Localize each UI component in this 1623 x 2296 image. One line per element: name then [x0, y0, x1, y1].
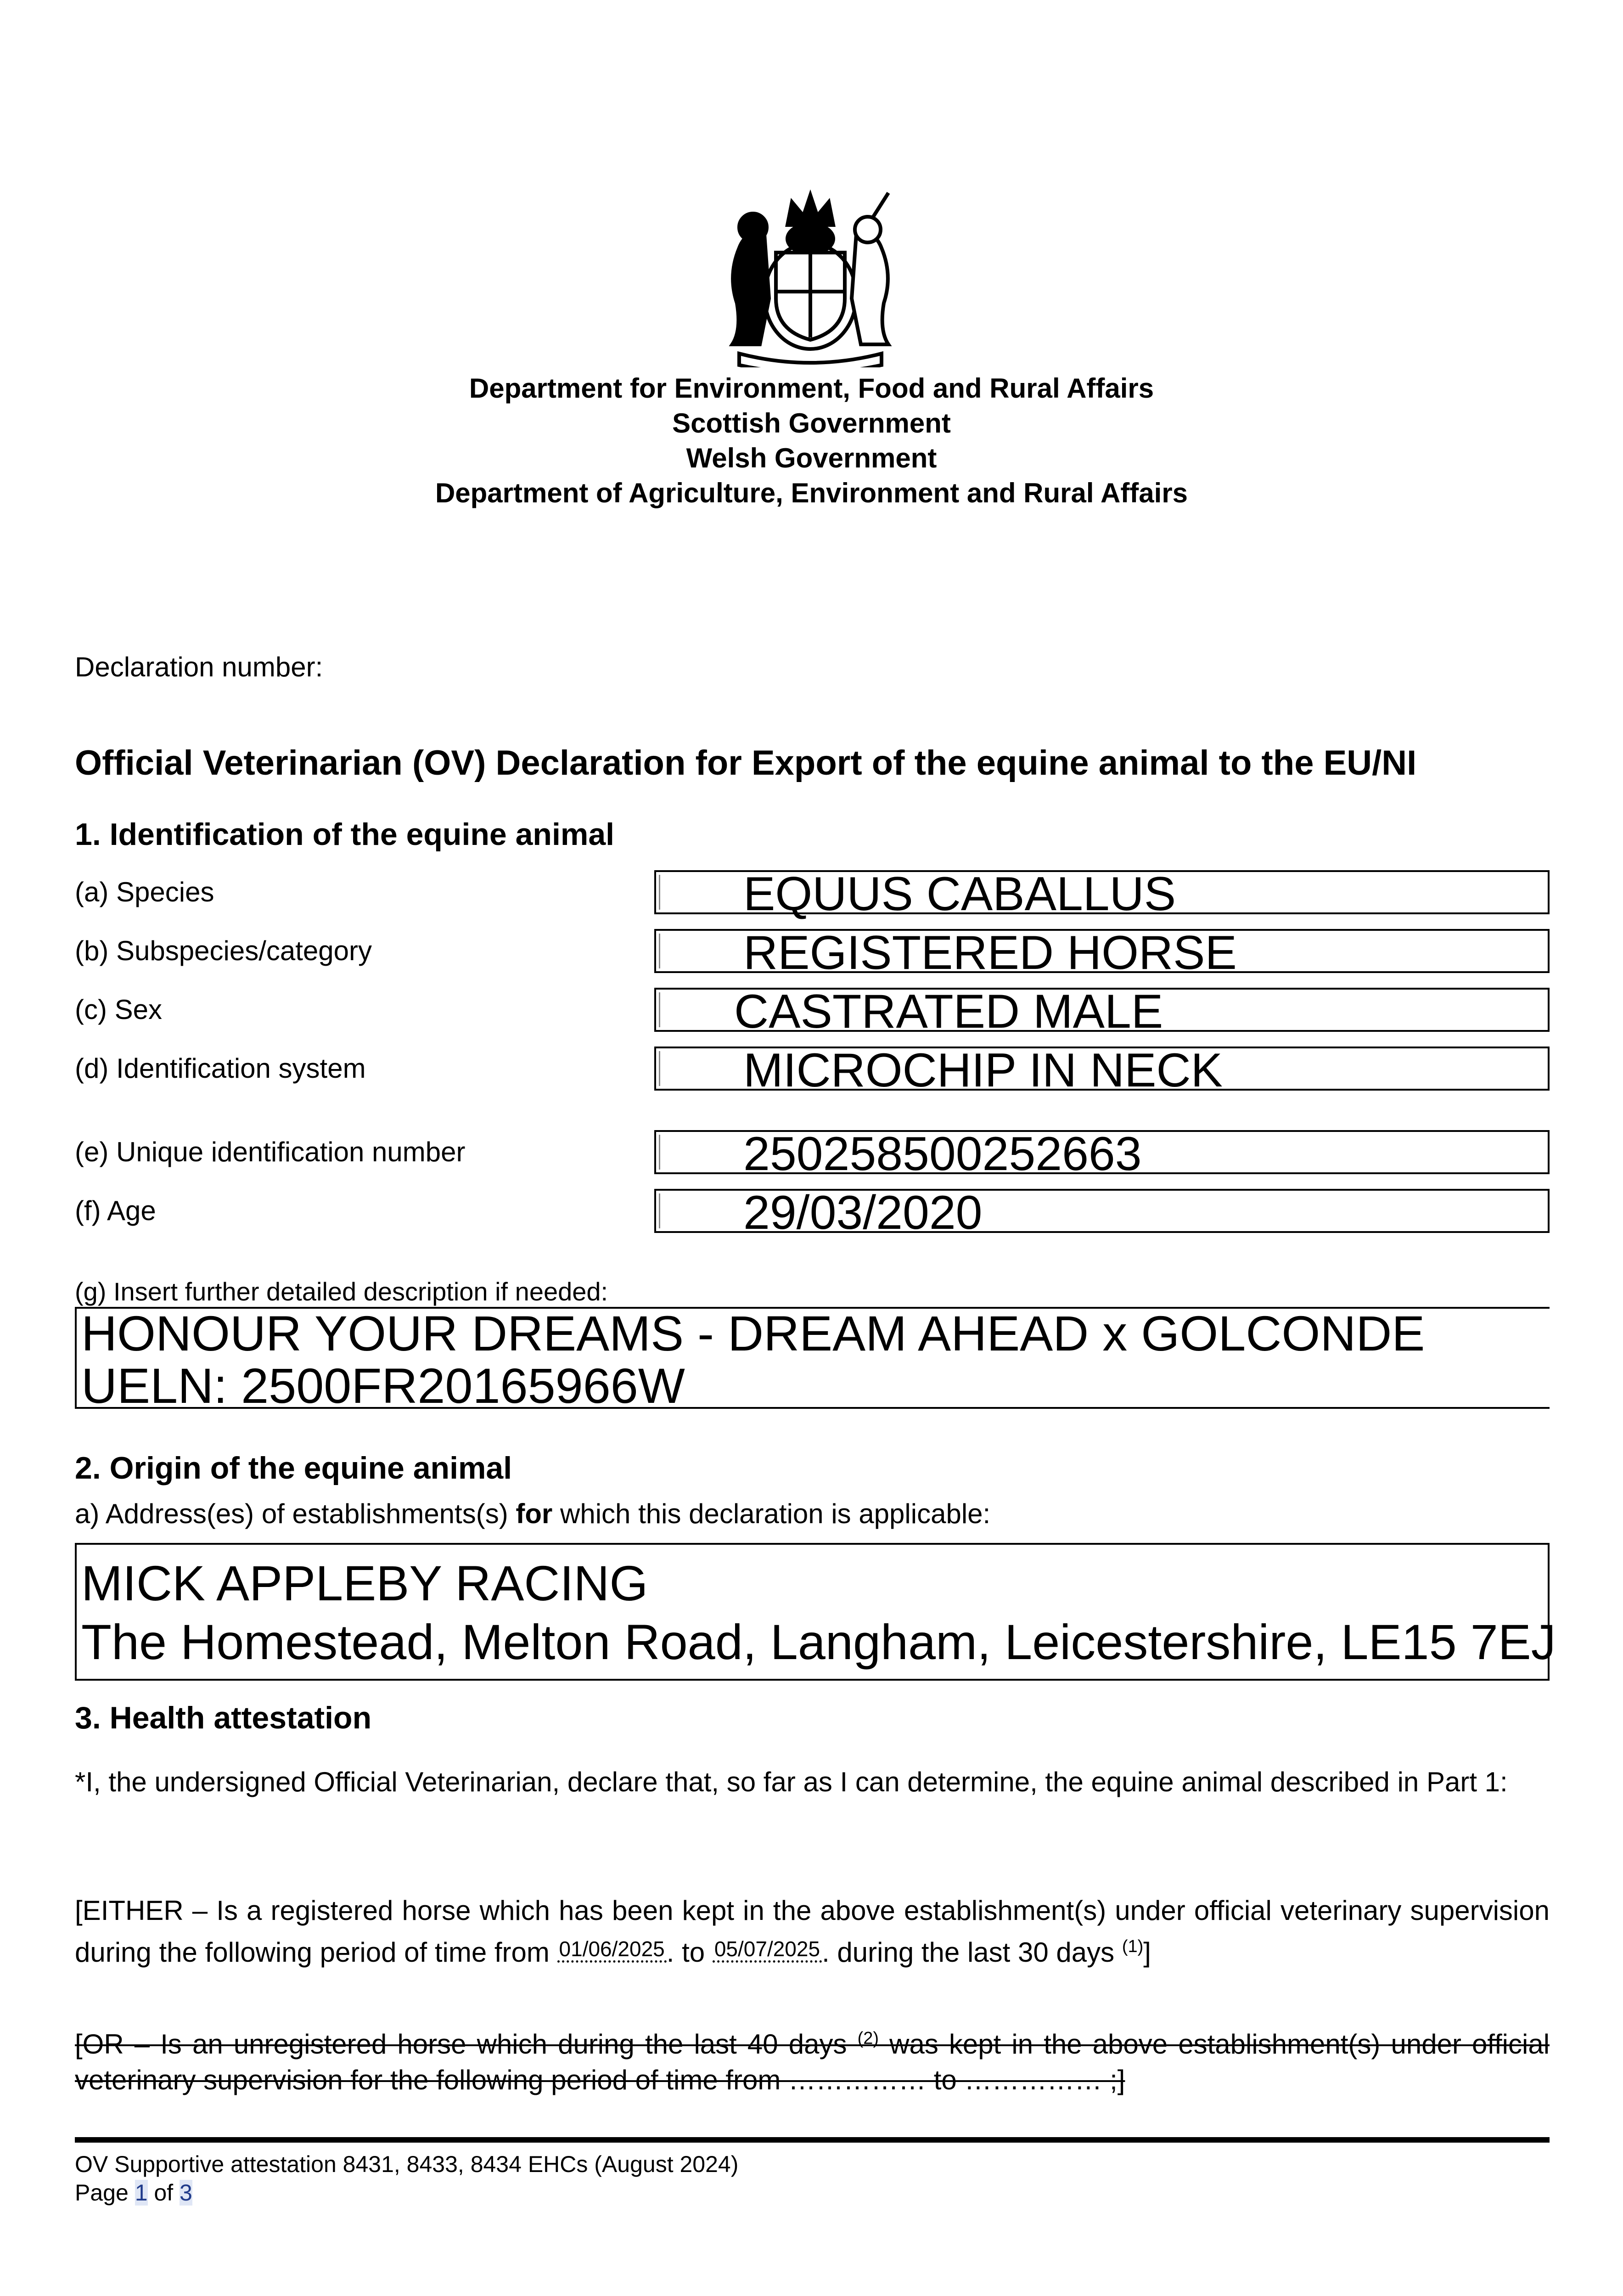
field-value: REGISTERED HORSE [743, 926, 1237, 979]
description-line: UELN: 2500FR20165966W [81, 1358, 685, 1413]
department-name: Department for Environment, Food and Rural Affairs [469, 373, 1154, 404]
department-name: Welsh Government [686, 443, 937, 473]
total-pages-link[interactable]: 3 [180, 2180, 192, 2206]
either-clause: [EITHER – Is a registered horse which has been kept in the above establishment(s) under official veterinary supervision during the following period of time from 01/06/2025. to 05/07/2025. during the last 30 days $^{(1)}$] [75, 1895, 1550, 1968]
unique-id-field[interactable] [654, 1127, 1550, 1181]
department-name: Scottish Government [672, 408, 951, 439]
establishment-address-field[interactable] [75, 1543, 1556, 1681]
or-clause-struck: [OR – Is an unregistered horse which during the last 40 days $^{(2)}$ was kept in the above establishment(s) under official veterinary supervision for the following period of time from …………… to …………… ;] [75, 2029, 1550, 2095]
establishment-address: The Homestead, Melton Road, Langham, Leicestershire, LE15 7EJ [81, 1614, 1556, 1670]
identification-system-field[interactable] [654, 1044, 1550, 1097]
field-value: EQUUS CABALLUS [743, 867, 1176, 921]
age-field[interactable] [654, 1186, 1550, 1239]
field-value: MICROCHIP IN NECK [743, 1044, 1223, 1097]
royal-coat-of-arms-logo [696, 184, 925, 367]
footer-reference: OV Supportive attestation 8431, 8433, 8434 EHCs (August 2024) [75, 2151, 739, 2177]
footer-rule [75, 2137, 1550, 2143]
section-heading: 2. Origin of the equine animal [75, 1451, 512, 1486]
field-label: (a) Species [75, 877, 214, 907]
current-page-link[interactable]: 1 [135, 2180, 148, 2206]
field-value: 29/03/2020 [743, 1186, 983, 1239]
department-name: Department of Agriculture, Environment and Rural Affairs [435, 478, 1188, 508]
declaration-number-label: Declaration number: [75, 652, 323, 682]
section-heading: 1. Identification of the equine animal [75, 817, 615, 852]
description-line: HONOUR YOUR DREAMS - DREAM AHEAD x GOLCONDE [81, 1306, 1425, 1361]
from-date-field[interactable]: 01/06/2025 [557, 1937, 667, 1963]
establishment-name: MICK APPLEBY RACING [81, 1555, 648, 1611]
field-label: (b) Subspecies/category [75, 935, 372, 966]
section-intro: a) Address(es) of establishments(s) for which this declaration is applicable: [75, 1498, 991, 1529]
field-label: (e) Unique identification number [75, 1137, 466, 1167]
description-field[interactable] [75, 1306, 1550, 1413]
field-value: CASTRATED MALE [734, 985, 1163, 1038]
attestation-intro: *I, the undersigned Official Veterinarian, declare that, so far as I can determine, the equine animal described in Part 1: [75, 1767, 1508, 1797]
field-value: 250258500252663 [743, 1127, 1142, 1181]
subspecies-field[interactable] [654, 926, 1550, 979]
sex-field[interactable] [654, 985, 1550, 1038]
section-heading: 3. Health attestation [75, 1700, 372, 1735]
page-number: Page 1 of 3 [75, 2180, 192, 2206]
to-date-field[interactable]: 05/07/2025 [713, 1937, 822, 1963]
page-title: Official Veterinarian (OV) Declaration for Export of the equine animal to the EU/NI [75, 743, 1417, 782]
species-field[interactable] [654, 867, 1550, 921]
field-label: (c) Sex [75, 994, 163, 1025]
description-label: (g) Insert further detailed description if needed: [75, 1277, 608, 1306]
field-label: (d) Identification system [75, 1053, 366, 1084]
field-label: (f) Age [75, 1195, 156, 1226]
